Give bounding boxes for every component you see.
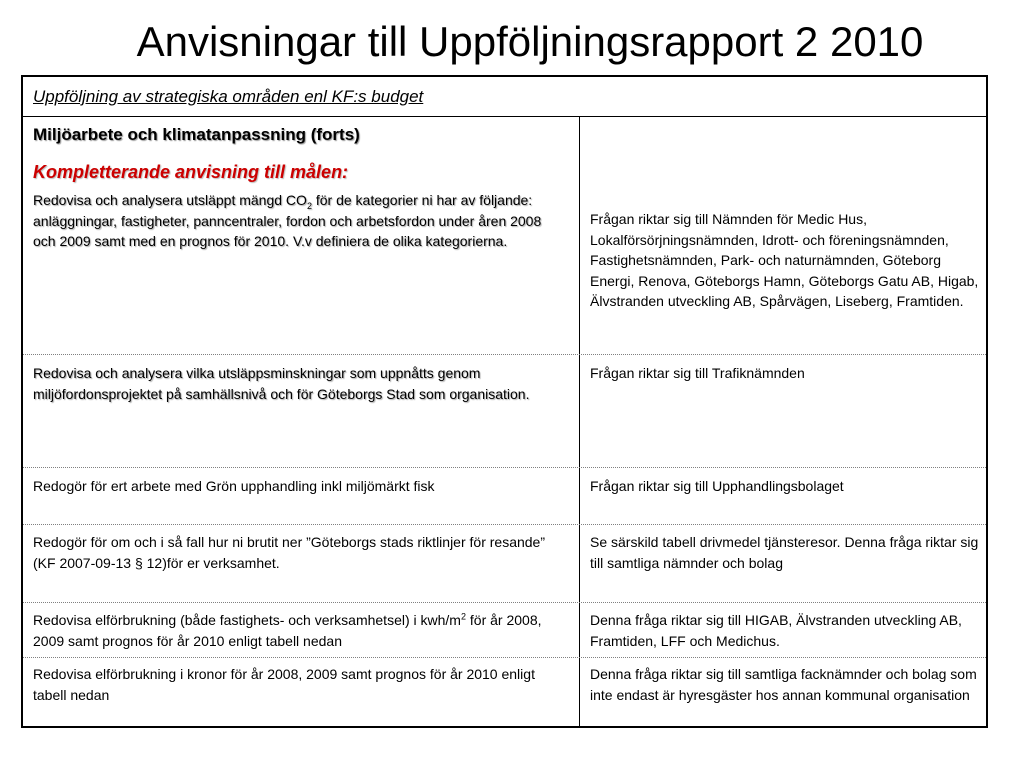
table-header-text: Uppföljning av strategiska områden enl KF:s budget: [33, 87, 424, 106]
row-separator: [23, 467, 986, 468]
row-1-instruction: Redovisa och analysera utsläppt mängd $CO_2$ för de kategorier ni har av följande: anläggningar, fastigheter, panncentraler, fordon och arbetsfordon under åren 2008 och 2009 samt med en prognos för 2010. V.v definiera de olika kategorierna.: [33, 192, 542, 249]
row-separator: [23, 657, 986, 658]
row-separator: [23, 354, 986, 355]
row-6-instruction: Redovisa elförbrukning i kronor för år 2008, 2009 samt prognos för år 2010 enligt tabell nedan: [33, 666, 535, 703]
row-separator: [23, 524, 986, 525]
row-5-target: Denna fråga riktar sig till HIGAB, Älvstranden utveckling AB, Framtiden, LFF och Medichus.: [590, 612, 962, 649]
row-3-target: Frågan riktar sig till Upphandlingsbolaget: [590, 478, 844, 494]
row-6-target: Denna fråga riktar sig till samtliga facknämnder och bolag som inte endast är hyresgäster hos annan kommunal organisation: [590, 666, 977, 703]
row-separator: [23, 602, 986, 603]
row-2-instruction: Redovisa och analysera vilka utsläppsminskningar som uppnåtts genom miljöfordonsprojektet på samhällsnivå och för Göteborgs Stad som organisation.: [33, 365, 530, 402]
row-4-target: Se särskild tabell drivmedel tjänsteresor. Denna fråga riktar sig till samtliga nämnder och bolag: [590, 534, 979, 571]
instructions-table: [21, 75, 988, 728]
section-subheading: Kompletterande anvisning till målen:: [33, 162, 349, 182]
section-heading: Miljöarbete och klimatanpassning (forts): [33, 125, 360, 144]
slide-title: Anvisningar till Uppföljningsrapport 2 2010: [136, 18, 924, 65]
row-5-instruction: Redovisa elförbrukning (både fastighets- och verksamhetsel) i kwh/$m^2$ för år 2008, 2009 samt prognos för år 2010 enligt tabell nedan: [33, 611, 542, 649]
row-4-instruction: Redogör för om och i så fall hur ni brutit ner ”Göteborgs stads riktlinjer för resande” (KF 2007-09-13 § 12)för er verksamhet.: [33, 534, 546, 571]
column-divider: [579, 117, 580, 728]
row-1-target: Frågan riktar sig till Nämnden för Medic Hus, Lokalförsörjningsnämnden, Idrott- och föreningsnämnden, Fastighetsnämnden, Park- och naturnämnden, Göteborg Energi, Renova, Göteborgs Hamn, Göteborgs Gatu AB, Higab, Älvstranden utveckling AB, Spårvägen, Liseberg, Framtiden.: [590, 211, 979, 309]
row-3-instruction: Redogör för ert arbete med Grön upphandling inkl miljömärkt fisk: [33, 478, 435, 494]
table-header-row: [23, 77, 986, 117]
row-2-target: Frågan riktar sig till Trafiknämnden: [590, 365, 805, 381]
